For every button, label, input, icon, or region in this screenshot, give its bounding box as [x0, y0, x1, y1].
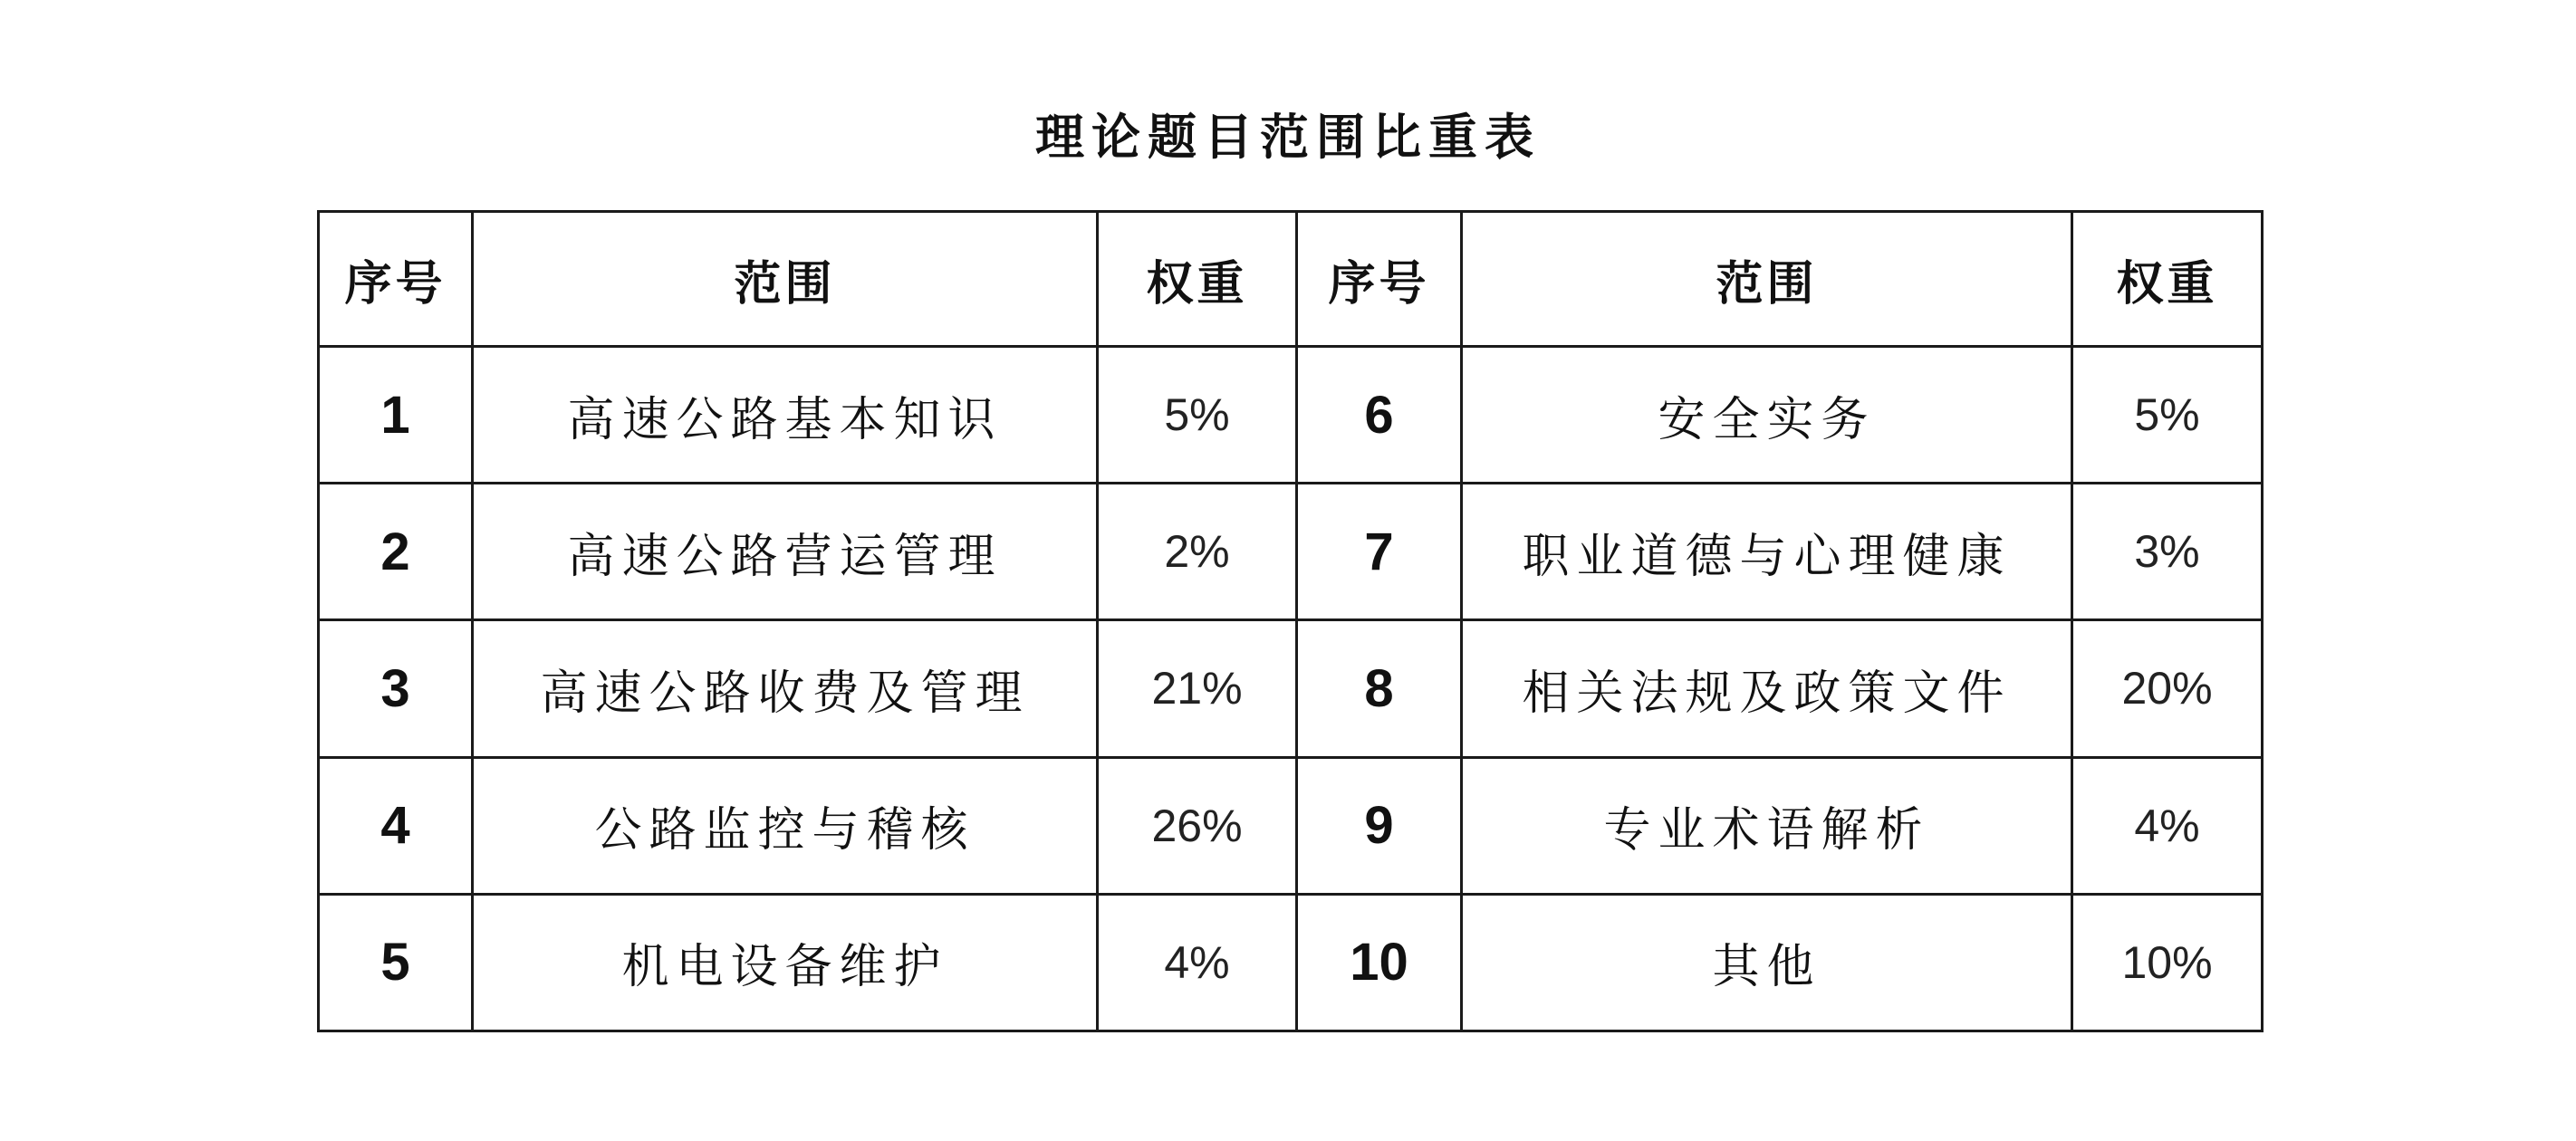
- range-cell: 高速公路收费及管理: [473, 620, 1098, 757]
- weight-cell: 26%: [1098, 757, 1297, 894]
- index-cell: 5: [319, 894, 473, 1031]
- index-cell: 3: [319, 620, 473, 757]
- range-cell: 职业道德与心理健康: [1462, 484, 2072, 620]
- weight-cell: 4%: [1098, 894, 1297, 1031]
- index-cell: 9: [1297, 757, 1462, 894]
- weight-cell: 5%: [2072, 347, 2263, 484]
- index-cell: 4: [319, 757, 473, 894]
- header-range-left: 范围: [473, 212, 1098, 347]
- header-range-right: 范围: [1462, 212, 2072, 347]
- weight-cell: 5%: [1098, 347, 1297, 484]
- range-cell: 高速公路基本知识: [473, 347, 1098, 484]
- index-cell: 6: [1297, 347, 1462, 484]
- page-title: 理论题目范围比重表: [1035, 109, 1541, 166]
- weight-cell: 3%: [2072, 484, 2263, 620]
- table-row: [319, 484, 2263, 620]
- range-cell: 公路监控与稽核: [473, 757, 1098, 894]
- index-cell: 7: [1297, 484, 1462, 620]
- index-cell: 2: [319, 484, 473, 620]
- index-cell: 8: [1297, 620, 1462, 757]
- range-cell: 其他: [1462, 894, 2072, 1031]
- range-cell: 相关法规及政策文件: [1462, 620, 2072, 757]
- weight-cell: 4%: [2072, 757, 2263, 894]
- index-cell: 10: [1297, 894, 1462, 1031]
- weight-table: [317, 210, 2264, 1032]
- header-index-right: 序号: [1297, 212, 1462, 347]
- range-cell: 机电设备维护: [473, 894, 1098, 1031]
- weight-cell: 2%: [1098, 484, 1297, 620]
- table-row: [319, 620, 2263, 757]
- table-row: [319, 347, 2263, 484]
- header-weight-left: 权重: [1098, 212, 1297, 347]
- table-row: [319, 757, 2263, 894]
- header-weight-right: 权重: [2072, 212, 2263, 347]
- range-cell: 高速公路营运管理: [473, 484, 1098, 620]
- header-index-left: 序号: [319, 212, 473, 347]
- range-cell: 安全实务: [1462, 347, 2072, 484]
- range-cell: 专业术语解析: [1462, 757, 2072, 894]
- index-cell: 1: [319, 347, 473, 484]
- table-header-row: [319, 212, 2263, 347]
- weight-cell: 10%: [2072, 894, 2263, 1031]
- weight-cell: 21%: [1098, 620, 1297, 757]
- weight-cell: 20%: [2072, 620, 2263, 757]
- table-row: [319, 894, 2263, 1031]
